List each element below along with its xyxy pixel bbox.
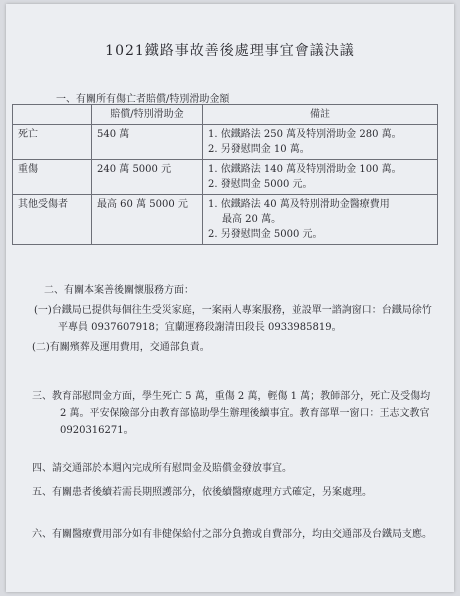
section-1-heading: 一、有關所有傷亡者賠償/特別滑助金額 bbox=[56, 94, 230, 105]
table-header-cell: 備註 bbox=[203, 105, 438, 125]
table-row bbox=[13, 160, 438, 195]
category-cell: 死亡 bbox=[13, 125, 92, 160]
section-4-text: 四、請交通部於本週內完成所有慰問金及賠償金發放事宜。 bbox=[32, 463, 292, 474]
amount-cell: 240 萬 5000 元 bbox=[92, 160, 203, 195]
table-header-row bbox=[13, 105, 438, 125]
note-line: 2. 另發慰問金 10 萬。 bbox=[208, 144, 310, 155]
notes-cell bbox=[203, 195, 438, 245]
note-line: 2. 發慰問金 5000 元。 bbox=[208, 179, 313, 190]
table-header-cell bbox=[13, 105, 92, 125]
section-2 bbox=[32, 282, 432, 356]
amount-cell: 最高 60 萬 5000 元 bbox=[92, 195, 203, 245]
table-row bbox=[13, 125, 438, 160]
section-6 bbox=[32, 526, 432, 543]
amount-cell: 540 萬 bbox=[92, 125, 203, 160]
category-cell: 其他受傷者 bbox=[13, 195, 92, 245]
section-2-heading: 二、有關本案善後關懷服務方面： bbox=[44, 285, 194, 296]
note-line: 最高 20 萬。 bbox=[222, 214, 282, 225]
note-line: 1. 依鐵路法 40 萬及特別滑助金醫療費用 bbox=[208, 199, 390, 210]
document-title: 1021鐵路事故善後處理事宜會議決議 bbox=[105, 43, 355, 59]
document-page bbox=[6, 4, 454, 592]
note-line: 1. 依鐵路法 140 萬及特別滑助金 100 萬。 bbox=[208, 164, 402, 175]
compensation-table bbox=[12, 104, 438, 245]
section-6-text: 六、有關醫療費用部分如有非健保給付之部分負擔或自費部分，均由交通部及台鐵局支應。 bbox=[32, 529, 432, 540]
section-2-item-2: (二)有關殯葬及運用費用，交通部負責。 bbox=[32, 342, 210, 353]
table-row bbox=[13, 195, 438, 245]
notes-cell bbox=[203, 125, 438, 160]
section-5 bbox=[32, 484, 432, 501]
category-cell: 重傷 bbox=[13, 160, 92, 195]
section-5-text: 五、有關患者後續若需長期照護部分，依後續醫療處理方式確定，另案處理。 bbox=[32, 487, 372, 498]
note-line: 1. 依鐵路法 250 萬及特別滑助金 280 萬。 bbox=[208, 129, 402, 140]
table-header-cell: 賠償/特別滑助金 bbox=[92, 105, 203, 125]
section-3 bbox=[32, 388, 432, 439]
note-line: 2. 另發慰問金 5000 元。 bbox=[208, 229, 323, 240]
section-3-text: 三、教育部慰問金方面，學生死亡 5 萬，重傷 2 萬，輕傷 1 萬；教師部分，死亡及受傷均 2 萬。平安保險部分由教育部協助學生辦理後續事宜。教育部單一窗口：王志文教官 0920316271。 bbox=[32, 391, 431, 436]
section-2-item-1: (一)台鐵局已提供每個往生受災家庭，一案兩人專案服務，並設單一諮詢窗口：台鐵局徐竹平專員 0937607918；宜蘭運務段謝清田段長 0933985819。 bbox=[34, 305, 432, 333]
section-4 bbox=[32, 460, 432, 477]
notes-cell bbox=[203, 160, 438, 195]
